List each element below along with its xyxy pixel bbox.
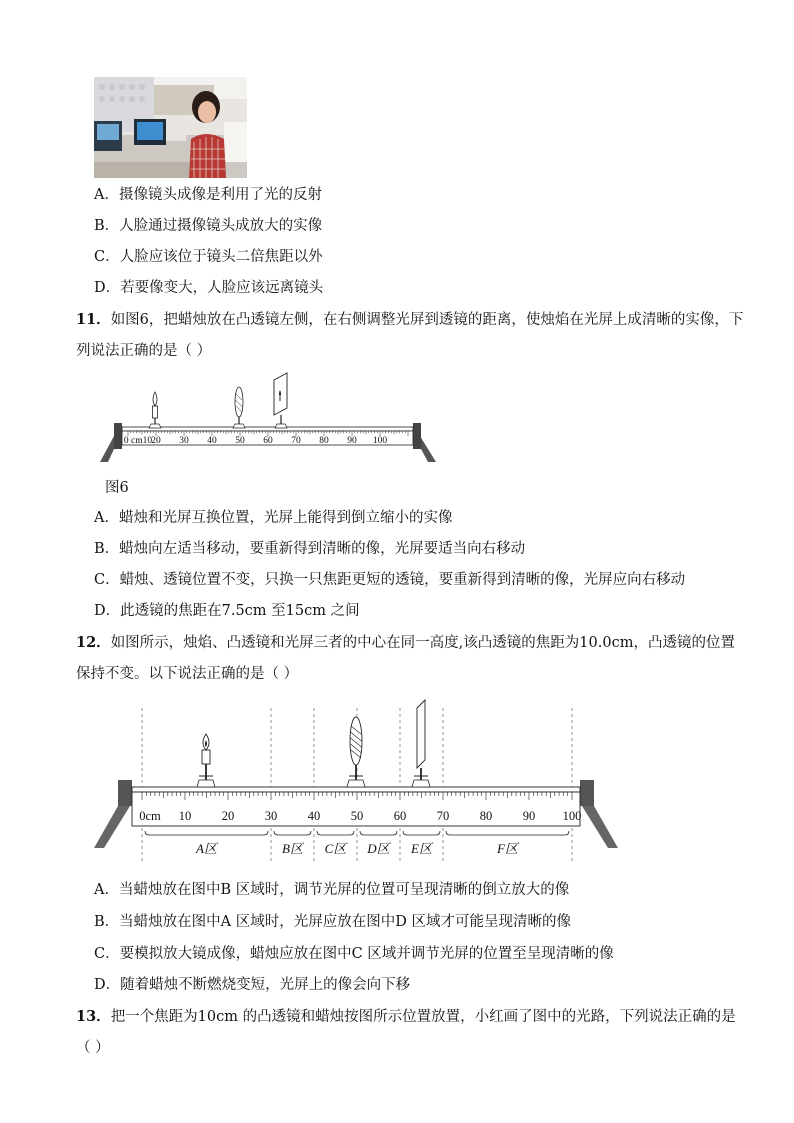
ruler-tick-label: 40 xyxy=(207,436,217,446)
q11-option-d: D．此透镜的焦距在7.5cm 至15cm 之间 xyxy=(94,603,360,619)
ruler-tick-label: 90 xyxy=(347,436,357,446)
q13-stem-line2: （ ） xyxy=(76,1040,110,1056)
zone-bracket xyxy=(274,831,311,835)
ruler-tick-label: 90 xyxy=(522,809,536,823)
q11-option-a: A．蜡烛和光屏互换位置，光屏上能得到倒立缩小的实像 xyxy=(94,510,453,526)
right-leg xyxy=(582,806,618,848)
q12-option-d: D．随着蜡烛不断燃烧变短，光屏上的像会向下移 xyxy=(94,977,411,993)
ruler-tick-label: 100 xyxy=(562,809,582,823)
face-recognition-photo xyxy=(94,77,247,178)
ruler-tick-label: 70 xyxy=(291,436,301,446)
ruler-tick-label: 10 xyxy=(178,809,192,823)
q11-stem-line2: 列说法正确的是（ ） xyxy=(76,343,212,359)
ruler-tick-label: 80 xyxy=(319,436,329,446)
left-leg xyxy=(94,806,130,848)
zone-label: B区 xyxy=(282,841,303,856)
q10-option-d: D．若要像变大，人脸应该远离镜头 xyxy=(94,280,324,296)
ruler-tick-label: 30 xyxy=(179,436,189,446)
ruler-tick-label: 100 xyxy=(372,436,388,446)
zone-bracket xyxy=(446,831,569,835)
ruler-tick-label: 60 xyxy=(263,436,273,446)
q11-option-c: C．蜡烛、透镜位置不变，只换一只焦距更短的透镜，要重新得到清晰的像，光屏应向右移动 xyxy=(94,572,686,588)
q13-stem-line1: 13．把一个焦距为10cm 的凸透镜和蜡烛按图所示位置放置，小红画了图中的光路，下列说法正确的是 xyxy=(76,1008,736,1025)
light-screen-fig6 xyxy=(274,373,287,428)
q13-number: 13． xyxy=(76,1008,111,1025)
ruler-tick-label: 0cm xyxy=(139,809,161,823)
left-end-post xyxy=(118,780,132,806)
q10-option-c: C．人脸应该位于镜头二倍焦距以外 xyxy=(94,249,323,265)
ruler-tick-label: 40 xyxy=(307,809,321,823)
ruler-tick-label: 20 xyxy=(151,436,161,446)
figure-6-optical-bench xyxy=(98,370,443,470)
zone-bracket xyxy=(360,831,397,835)
zone-label: E区 xyxy=(411,841,432,856)
zone-bracket xyxy=(317,831,354,835)
q12-option-a: A．当蜡烛放在图中B 区域时，调节光屏的位置可呈现清晰的倒立放大的像 xyxy=(94,882,570,898)
right-end-post xyxy=(413,423,421,449)
q10-option-a: A．摄像镜头成像是利用了光的反射 xyxy=(94,187,322,203)
q12-stem-line1: 12．如图所示，烛焰、凸透镜和光屏三者的中心在同一高度,该凸透镜的焦距为10.0cm，凸透镜的位置 xyxy=(76,634,735,651)
zone-bracket xyxy=(403,831,440,835)
figure-6-caption: 图6 xyxy=(105,480,129,496)
convex-lens-fig12 xyxy=(347,717,365,787)
left-end-post xyxy=(114,423,122,449)
q12-number: 12． xyxy=(76,634,111,651)
ruler-tick-label: 50 xyxy=(350,809,364,823)
zone-label: A区 xyxy=(196,841,217,856)
ruler-tick-label: 30 xyxy=(264,809,278,823)
candle-flame xyxy=(153,392,157,406)
light-screen-fig12 xyxy=(412,700,430,787)
right-end-post xyxy=(580,780,594,806)
ruler-tick-label: 50 xyxy=(235,436,245,446)
candle-fig6 xyxy=(149,392,161,428)
ruler-tick-label: 60 xyxy=(393,809,407,823)
zone-label: C区 xyxy=(324,841,347,856)
zone-label: F区 xyxy=(497,841,518,856)
q11-number: 11． xyxy=(76,311,111,328)
zone-bracket xyxy=(145,831,268,835)
ruler-tick-label: 80 xyxy=(479,809,493,823)
convex-lens-fig6 xyxy=(233,387,245,428)
q12-option-c: C．要模拟放大镜成像，蜡烛应放在图中C 区域并调节光屏的位置至呈现清晰的像 xyxy=(94,946,614,962)
q11-option-b: B．蜡烛向左适当移动，要重新得到清晰的像，光屏要适当向右移动 xyxy=(94,541,526,557)
q10-option-b: B．人脸通过摄像镜头成放大的实像 xyxy=(94,218,323,234)
zone-label: D区 xyxy=(367,841,390,856)
figure-12-optical-bench-zones xyxy=(92,696,622,868)
q12-stem-line2: 保持不变。以下说法正确的是（ ） xyxy=(76,666,299,682)
ruler-tick-label: 0 cm10 xyxy=(123,436,153,446)
candle-fig12 xyxy=(197,734,215,787)
ruler-tick-label: 20 xyxy=(221,809,235,823)
ruler-tick-label: 70 xyxy=(436,809,450,823)
q11-stem-line1: 11．如图6，把蜡烛放在凸透镜左侧，在右侧调整光屏到透镜的距离，使烛焰在光屏上成清晰的实像，下 xyxy=(76,311,744,328)
q12-option-b: B．当蜡烛放在图中A 区域时，光屏应放在图中D 区域才可能呈现清晰的像 xyxy=(94,914,571,930)
